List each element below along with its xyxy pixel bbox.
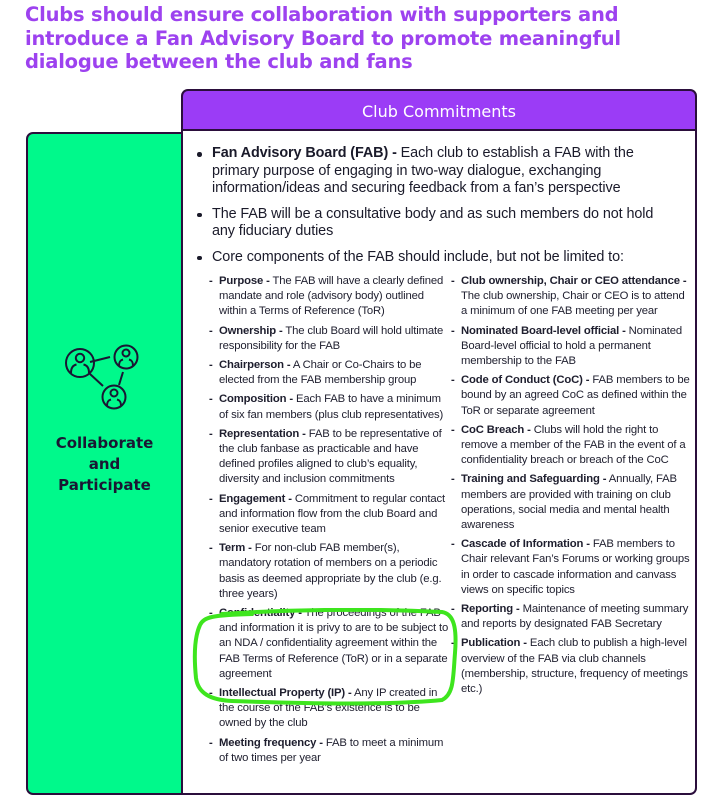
pillar-panel [26,132,183,795]
component-item [209,736,449,766]
dash-marker: - [209,393,213,406]
component-item [451,472,691,533]
dash-marker: - [209,275,213,287]
component-item [209,324,449,354]
component-item [209,427,449,488]
dash-marker: - [209,687,213,700]
dash-marker: - [209,607,213,620]
component-item [451,373,691,419]
dash-marker: - [209,542,213,555]
component-title: CoC Breach - [461,423,531,436]
people-network-icon [63,341,145,411]
bullet-dot-icon [197,256,202,261]
dash-marker: - [451,603,455,616]
component-item [209,541,449,602]
dash-marker: - [209,427,213,440]
component-item [451,423,691,469]
component-title: Meeting frequency - [219,736,323,749]
commitments-content [181,129,697,795]
bullet-dot-icon [197,213,202,218]
component-text: Maintenance of meeting summary and reports by designated FAB Secretary [461,603,689,631]
component-item [451,274,691,320]
bullet-item [195,249,680,267]
dash-marker: - [451,275,455,287]
component-text: FAB members to Chair relevant Fan’s Forums or working groups in order to cascade information and canvass views on specific topics [461,538,690,596]
component-text: Commitment to regular contact and information flow from the club Board and senior executive team [219,492,445,536]
component-item [209,492,449,538]
component-title: Reporting - [461,603,520,616]
components-left-column [209,274,449,770]
component-title: Training and Safeguarding - [461,473,607,486]
dash-marker: - [451,473,455,486]
component-title: Purpose - [219,275,270,287]
component-text: Each club to publish a high-level overview of the FAB via club channels (membership, structure, frequency of meetings etc.) [461,637,688,696]
component-text: Clubs will hold the right to remove a member of the FAB in the event of a confidentiality breach or breach of the CoC [461,423,686,467]
pillar-label-line: Collaborate [55,434,154,452]
component-text: A Chair or Co-Chairs to be elected from the FAB membership group [219,359,422,387]
club-commitments-header [181,89,697,131]
component-item [451,537,691,598]
bullet-text: Each club to establish a FAB with the primary purpose of engaging in two-way dialogue, exchanging information/ideas and securing feedback from a fan’s perspective [212,145,634,196]
component-text: The club Board will hold ultimate responsibility for the FAB [219,324,444,352]
component-title: Ownership - [219,324,283,337]
component-item [209,686,449,732]
component-title: Confidentiality - [219,607,302,620]
component-text: FAB to meet a minimum of two times per year [219,736,444,764]
dash-marker: - [451,538,455,551]
bullet-text: The FAB will be a consultative body and as such members do not hold any fiduciary duties [212,205,654,239]
component-title: Representation - [219,427,306,440]
component-title: Chairperson - [219,359,291,372]
component-text: FAB members to be bound by an agreed CoC as defined within the ToR or separate agreement [461,374,690,417]
component-text: For non-club FAB member(s), mandatory rotation of members on a periodic basis as deemed appropriate by the club (e.g. three years) [219,542,442,600]
component-item [209,358,449,388]
component-text: The club ownership, Chair or CEO is to attend a minimum of one FAB meeting per year [461,290,685,318]
component-text: Nominated Board-level official to hold a permanent membership to the FAB [461,324,682,368]
component-text: Annually, FAB members are provided with training on club operations, social media and mental health awareness [461,473,677,532]
component-item [209,606,449,682]
pillar-label-line: and [88,455,121,473]
component-item [209,392,449,422]
component-item [209,274,449,320]
dash-marker: - [451,423,455,436]
component-item [451,602,691,632]
component-title: Club ownership, Chair or CEO attendance - [461,275,687,287]
dash-marker: - [209,324,213,337]
components-right-column [451,274,691,701]
component-title: Engagement - [219,492,292,505]
pillar-label [28,433,181,496]
pillar-label-line: Participate [58,476,151,494]
component-text: Each FAB to have a minimum of six fan members (plus club representatives) [219,393,444,421]
bullet-item [195,145,680,198]
component-title: Composition - [219,393,293,406]
bullet-item [195,206,680,241]
bullet-text: Core components of the FAB should include, but not be limited to: [212,248,624,265]
page-title: Clubs should ensure collaboration with supporters and introduce a Fan Advisory Board to promote meaningful dialogue between the club and fans [25,3,621,73]
component-title: Publication - [461,637,527,650]
dash-marker: - [451,374,455,387]
bullet-bold: Fan Advisory Board (FAB) - [212,145,397,161]
dash-marker: - [451,637,455,650]
component-text: The FAB will have a clearly defined mandate and role (advisory body) outlined within a Terms of Reference (ToR) [219,275,444,318]
dash-marker: - [209,736,213,749]
club-commitments-label: Club Commitments [361,101,517,121]
component-title: Nominated Board-level official - [461,324,626,337]
dash-marker: - [451,324,455,337]
component-title: Cascade of Information - [461,538,590,551]
component-text: The proceedings of the FAB and information it is privy to are to be subject to an NDA / confidentiality agreement within the FAB Terms of Reference (ToR) or in a separate agreement [219,607,449,680]
component-text: Any IP created in the course of the FAB’s existence is to be owned by the club [219,687,438,730]
component-title: Code of Conduct (CoC) - [461,374,590,387]
component-item [451,324,691,370]
bullet-dot-icon [197,152,202,157]
component-item [451,636,691,697]
component-title: Term - [219,542,252,555]
dash-marker: - [209,359,213,372]
component-text: FAB to be representative of the club fanbase as practicable and have defined profiles aligned to club’s equality, diversity and inclusion commitments [219,427,442,486]
top-bullet-list [195,145,680,274]
dash-marker: - [209,492,213,505]
component-title: Intellectual Property (IP) - [219,687,352,700]
